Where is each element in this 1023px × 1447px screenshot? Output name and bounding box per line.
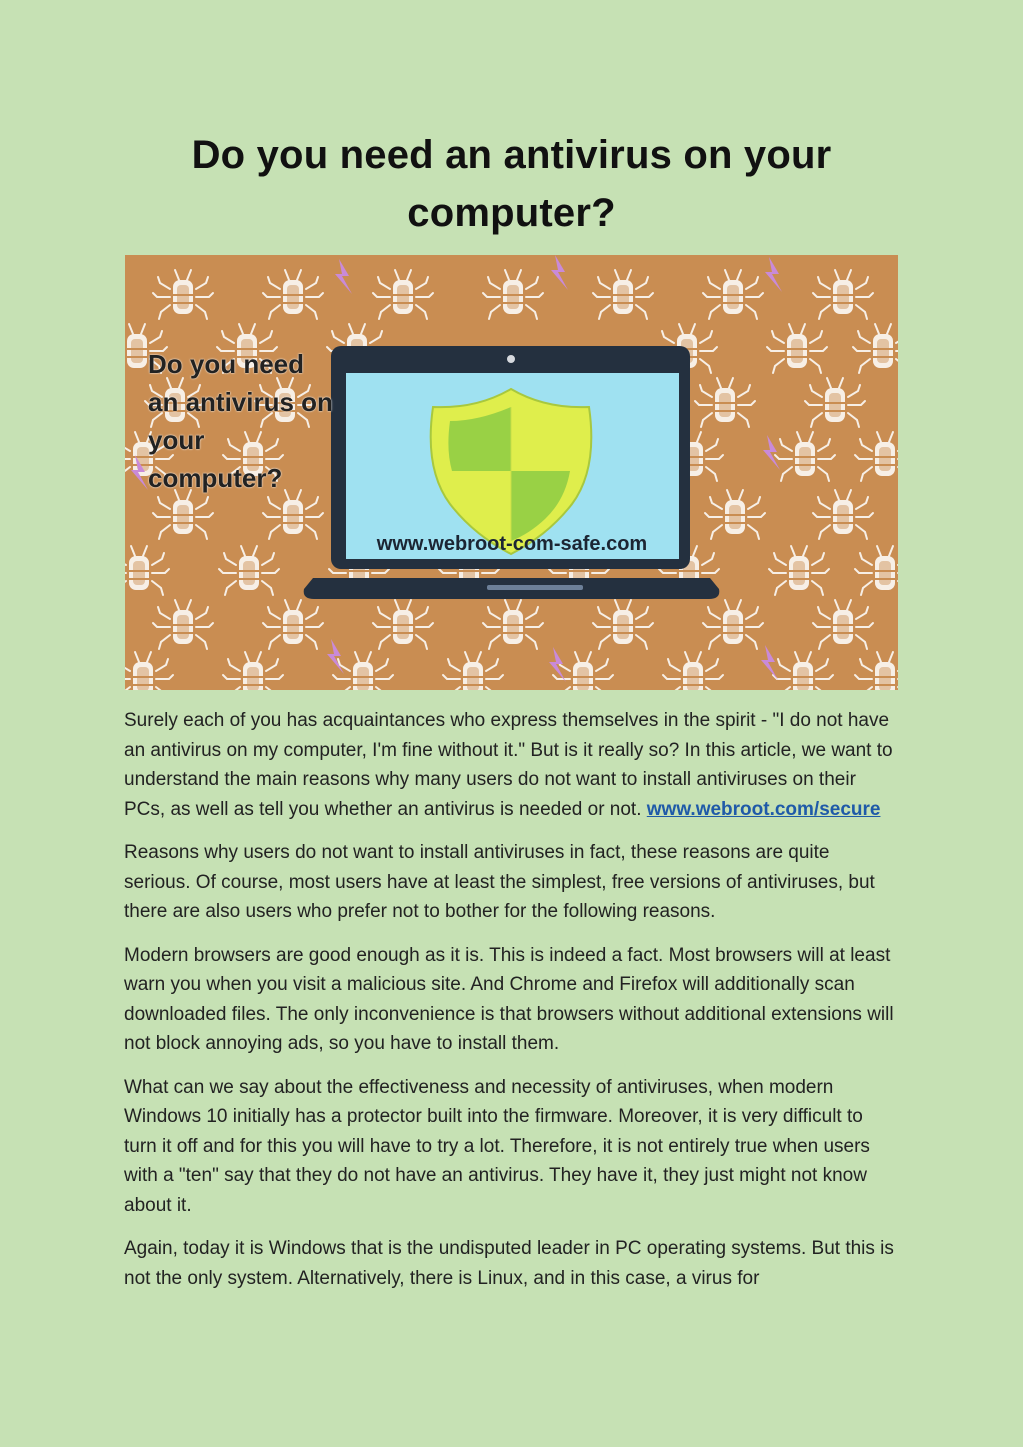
article-body — [124, 706, 899, 1307]
page-title: Do you need an antivirus on your computer? — [191, 133, 832, 235]
paragraph-1-text: Surely each of you has acquaintances who express themselves in the spirit - "I do not have an antivirus on my computer, I'm fine without it." But is it really so? In this article, we want to understand the main reasons why many users do not want to install antiviruses on their PCs, as well as tell you whether an antivirus is needed or not. — [124, 710, 893, 820]
hero-image — [125, 255, 898, 690]
paragraph-3: Modern browsers are good enough as it is. This is indeed a fact. Most browsers will at least warn you when you visit a malicious site. And Chrome and Firefox will additionally scan downloaded files. The only inconvenience is that browsers without additional extensions will not block annoying ads, so you have to install them. — [124, 944, 894, 1054]
hero-heading: Do you need an antivirus on your computer? — [148, 349, 333, 493]
paragraph-5: Again, today it is Windows that is the undisputed leader in PC operating systems. But this is not the only system. Alternatively, there is Linux, and in this case, a virus for — [124, 1238, 894, 1289]
hero-url: www.webroot-com-safe.com — [376, 533, 648, 555]
paragraph-4: What can we say about the effectiveness and necessity of antiviruses, when modern Windows 10 initially has a protector built into the firmware. Moreover, it is very difficult to turn it off and for this you will have to try a lot. Therefore, it is not entirely true when users with a "ten" say that they do not have an antivirus. They have it, they just might not know about it. — [124, 1076, 870, 1216]
article-link[interactable]: www.webroot.com/secure — [646, 798, 881, 820]
paragraph-1 — [124, 706, 899, 824]
paragraph-2: Reasons why users do not want to install antiviruses in fact, these reasons are quite serious. Of course, most users have at least the simplest, free versions of antiviruses, but there are also users who prefer not to bother for the following reasons. — [124, 842, 875, 922]
